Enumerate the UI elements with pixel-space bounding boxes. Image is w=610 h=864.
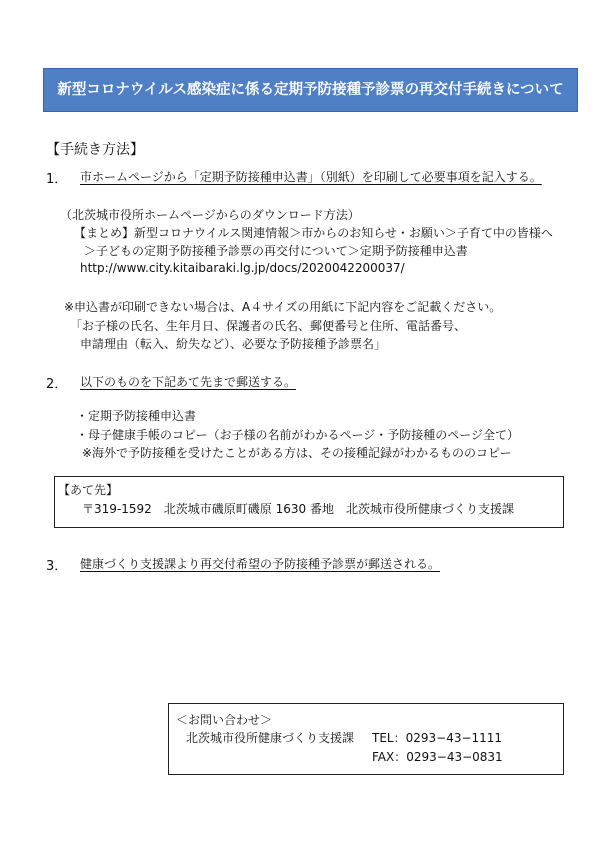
page-title: 新型コロナウイルス感染症に係る定期予防接種予診票の再交付手続きについて: [43, 68, 578, 112]
mail-item-application: ・定期予防接種申込書: [76, 409, 197, 423]
download-path-line1: 【まとめ】新型コロナウイルス関連情報＞市からのお知らせ・お願い＞子育て中の皆様へ: [74, 226, 553, 240]
download-path-line2: ＞子どもの定期予防接種予診票の再交付について＞定期予防接種申込書: [84, 244, 468, 258]
overseas-vaccination-note: ※海外で予防接種を受けたことがある方は、その接種記録がわかるもののコピー: [82, 446, 512, 460]
contact-tel: TEL：0293−43−1111: [372, 731, 503, 745]
mailing-address: 〒319-1592 北茨城市磯原町磯原 1630 番地 北茨城市役所健康づくり支援課: [82, 502, 514, 516]
contact-department: 北茨城市役所健康づくり支援課: [186, 731, 355, 745]
step2-text: 以下のものを下記あて先まで郵送する。: [80, 375, 297, 389]
mail-item-handbook-copy: ・母子健康手帳のコピー（お子様の名前がわかるページ・予防接種のページ全て）: [76, 428, 520, 442]
address-label: 【あて先】: [58, 483, 119, 497]
step1-number: 1．: [46, 172, 68, 187]
step3-text: 健康づくり支援課より再交付希望の予防接種予診票が郵送される。: [80, 557, 441, 571]
step2-number: 2．: [46, 377, 68, 392]
contact-label: ＜お問い合わせ＞: [176, 713, 273, 727]
section-heading: 【手続き方法】: [46, 142, 144, 158]
print-note: ※申込書が印刷できない場合は、A４サイズの用紙に下記内容をご記載ください。: [64, 300, 502, 314]
required-items-line1: 「お子様の氏名、生年月日、保護者の氏名、郵便番号と住所、電話番号、: [70, 319, 467, 333]
step1-text: 市ホームページから「定期予防接種申込書」（別紙）を印刷して必要事項を記入する。: [80, 170, 542, 184]
download-heading: （北茨城市役所ホームページからのダウンロード方法）: [60, 208, 360, 222]
contact-fax: FAX：0293−43−0831: [372, 750, 503, 764]
download-url[interactable]: http://www.city.kitaibaraki.lg.jp/docs/2020042200037/: [80, 261, 405, 275]
required-items-line2: 申請理由（転入、紛失など）、必要な予防接種予診票名」: [80, 337, 387, 351]
step3-number: 3．: [46, 559, 68, 574]
